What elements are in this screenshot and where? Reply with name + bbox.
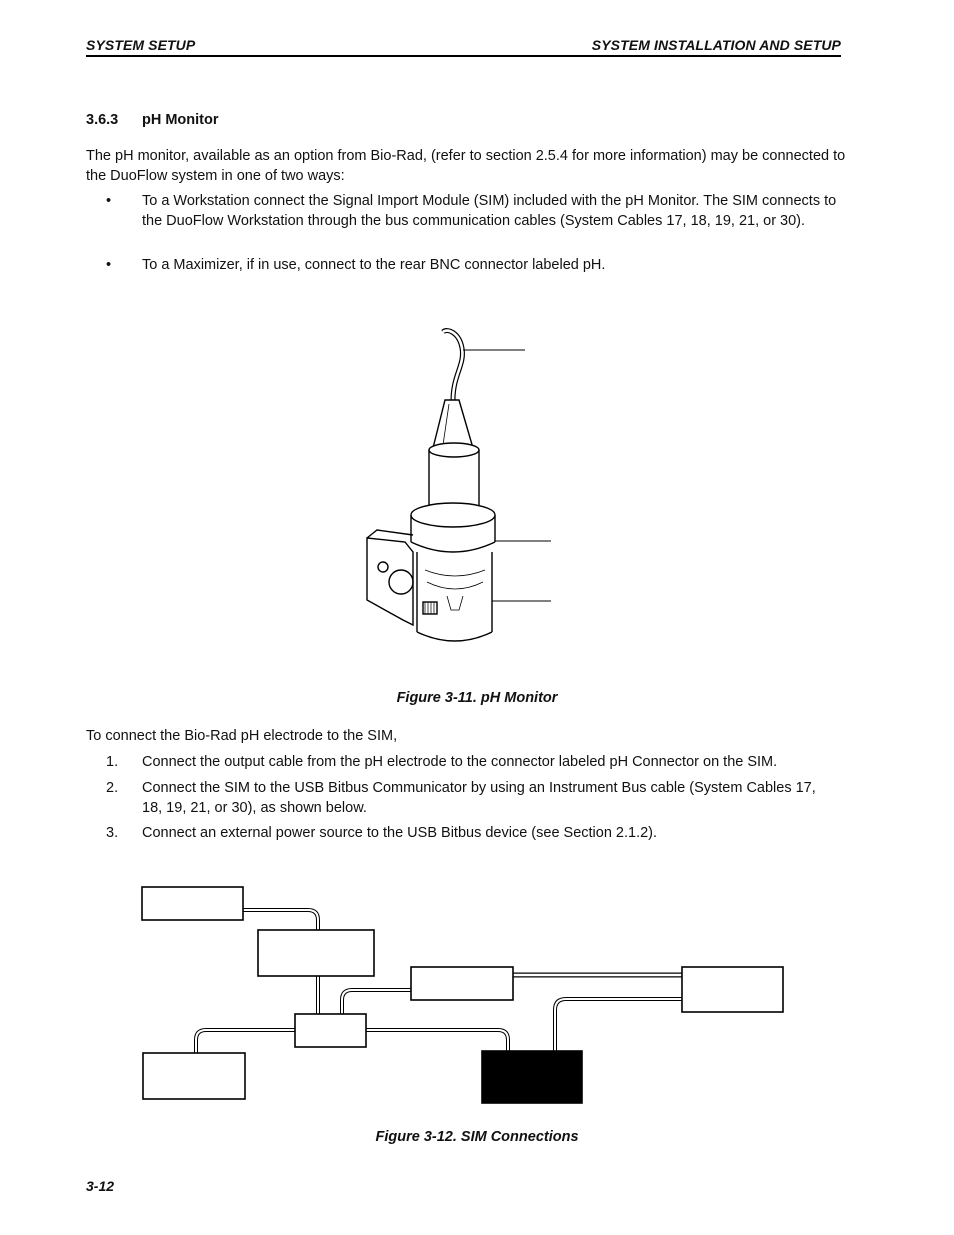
step-number: 1. (106, 754, 119, 770)
figure-caption: Figure 3-11. pH Monitor (396, 690, 558, 706)
diagram-box-black (482, 1051, 582, 1103)
bullet-mark: • (106, 257, 112, 273)
bullet-text: To a Maximizer, if in use, connect to the rear BNC connector labeled pH. (142, 257, 606, 273)
step-number: 2. (106, 780, 119, 796)
diagram-box-mid-right (411, 967, 513, 1000)
figure-caption: Figure 3-12. SIM Connections (375, 1129, 579, 1145)
running-header-right: SYSTEM INSTALLATION AND SETUP (591, 37, 841, 53)
step-text: Connect an external power source to the USB Bitbus device (see Section 2.1.2). (142, 825, 658, 841)
diagram-box-sim (295, 1014, 366, 1047)
bullet-text: To a Workstation connect the Signal Import Module (SIM) included with the pH Monitor. The SIM connects to the DuoFlow Workstation through the bus communication cables (System Cables 17, 18, 19, 21, or 30). (142, 193, 837, 229)
intro-paragraph: The pH monitor, available as an option from Bio-Rad, (refer to section 2.5.4 for more information) may be connected to the DuoFlow system in one of two ways: (86, 148, 846, 184)
diagram-box-right (682, 967, 783, 1012)
step-number: 3. (106, 825, 119, 841)
section-heading (86, 112, 219, 128)
diagram-box-top-left (142, 887, 243, 920)
section-number: 3.6.3 (86, 112, 119, 128)
connect-intro: To connect the Bio-Rad pH electrode to the SIM, (86, 728, 398, 744)
step-text: Connect the SIM to the USB Bitbus Communicator by using an Instrument Bus cable (System Cables 17, 18, 19, 21, or 30), as shown below. (142, 780, 816, 816)
diagram-box-bottom-left (143, 1053, 245, 1099)
step-text: Connect the output cable from the pH electrode to the connector labeled pH Connector on the SIM. (142, 754, 778, 770)
bullet-mark: • (106, 193, 112, 209)
sim-connections-diagram (130, 878, 800, 1113)
running-header-left: SYSTEM SETUP (86, 37, 196, 53)
ph-monitor-illustration (355, 320, 565, 655)
diagram-box-middle (258, 930, 374, 976)
page-number: 3-12 (86, 1178, 115, 1194)
section-title: pH Monitor (142, 112, 219, 128)
header-rule (86, 55, 841, 57)
